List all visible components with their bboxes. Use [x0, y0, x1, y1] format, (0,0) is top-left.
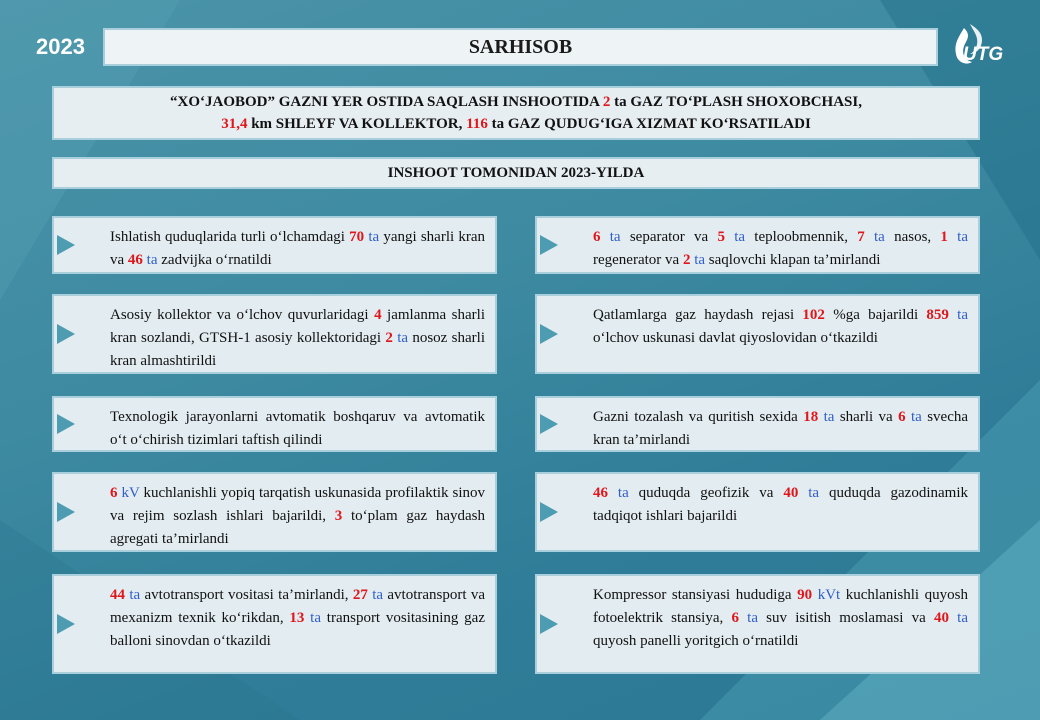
text-run: to‘plam gaz haydash agregati ta’mirlandi	[110, 508, 486, 547]
text-run: regenerator va	[593, 252, 683, 268]
banner-line-1	[170, 91, 862, 113]
text-run: quyosh panelli yoritgich o‘rnatildi	[593, 633, 799, 649]
text-run: Gazni tozalash va quritish sexida	[593, 409, 804, 425]
text-run: avtotransport va mexanizm texnik ko‘rikdan,	[110, 587, 486, 626]
title-banner	[103, 28, 938, 66]
highlight-number: 40	[933, 610, 949, 626]
arrow-bullet-icon	[57, 414, 75, 434]
highlight-number: 31,4	[221, 116, 248, 132]
unit-label: kV	[117, 485, 140, 501]
card-text	[110, 226, 485, 272]
card-well-research	[535, 472, 980, 552]
utg-logo-text: UTG	[963, 44, 1004, 65]
highlight-number: 6	[593, 229, 601, 245]
unit-label: ta	[948, 307, 968, 323]
text-run: ta GAZ QUDUG‘IGA XIZMAT KO‘RSATILADI	[487, 116, 811, 132]
section-heading: INSHOOT TOMONIDAN 2023-YILDA	[52, 157, 980, 189]
arrow-bullet-icon	[57, 324, 75, 344]
text-run: ta GAZ TO‘PLASH SHOXOBCHASI,	[610, 94, 862, 110]
text-run: Texnologik jarayonlarni avtomatik boshqaruv va avtomatik o‘t o‘chirish tizimlari taftish qilindi	[110, 409, 485, 448]
text-run: zadvijka o‘rnatildi	[157, 252, 272, 268]
unit-label: ta	[304, 610, 321, 626]
unit-label: ta	[947, 229, 968, 245]
highlight-number: 46	[127, 252, 143, 268]
card-injection-plan	[535, 294, 980, 374]
text-run: kuchlanishli yopiq tarqatish uskunasida profilaktik sinov va rejim sozlash ishlari bajarildi,	[110, 485, 486, 524]
text-run: Qatlamlarga gaz haydash rejasi	[593, 307, 803, 323]
unit-label: ta	[600, 229, 621, 245]
text-run: avtotransport vositasi ta’mirlandi,	[140, 587, 353, 603]
card-text	[110, 406, 485, 452]
text-run: separator va	[620, 229, 718, 245]
highlight-number: 2	[682, 252, 691, 268]
highlight-number: 27	[352, 587, 368, 603]
highlight-number: 116	[466, 116, 488, 132]
highlight-number: 46	[593, 485, 608, 501]
card-solar-station	[535, 574, 980, 674]
card-text	[110, 304, 485, 373]
text-run: km SHLEYF VA KOLLEKTOR,	[247, 116, 467, 132]
arrow-bullet-icon	[540, 414, 558, 434]
arrow-bullet-icon	[57, 235, 75, 255]
arrow-bullet-icon	[57, 502, 75, 522]
unit-label: ta	[608, 485, 629, 501]
card-text	[593, 406, 968, 452]
highlight-number: 18	[803, 409, 819, 425]
facility-summary-banner	[52, 86, 980, 140]
highlight-number: 859	[926, 307, 949, 323]
highlight-number: 90	[797, 587, 813, 603]
text-run: svecha kran ta’mirlandi	[593, 409, 969, 448]
unit-label: ta	[724, 229, 746, 245]
card-switchgear	[52, 472, 497, 552]
unit-label: ta	[948, 610, 969, 626]
unit-label: ta	[864, 229, 885, 245]
text-run: saqlovchi klapan ta’mirlandi	[705, 252, 881, 268]
arrow-bullet-icon	[57, 614, 75, 634]
unit-label: ta	[690, 252, 706, 268]
highlight-number: 3	[334, 508, 343, 524]
text-run: Asosiy kollektor va o‘lchov quvurlaridagi	[110, 307, 375, 323]
highlight-number: 4	[374, 307, 382, 323]
highlight-number: 6	[731, 610, 739, 626]
card-text	[593, 584, 968, 653]
unit-label: ta	[367, 587, 384, 603]
highlight-number: 13	[289, 610, 305, 626]
text-run: jamlanma sharli kran sozlandi, GTSH-1 asosiy kollektoridagi	[110, 307, 486, 346]
unit-label: ta	[125, 587, 141, 603]
card-text	[593, 482, 968, 528]
arrow-bullet-icon	[540, 502, 558, 522]
text-run: quduqda geofizik va	[628, 485, 784, 501]
text-run: “XO‘JAOBOD” GAZNI YER OSTIDA SAQLASH INSHOOTIDA	[170, 94, 603, 110]
text-run: nasos,	[884, 229, 941, 245]
unit-label: ta	[798, 485, 820, 501]
page-title: SARHISOB	[468, 35, 573, 58]
unit-label: ta	[142, 252, 158, 268]
unit-label: ta	[818, 409, 835, 425]
highlight-number: 6	[110, 485, 118, 501]
highlight-number: 2	[602, 94, 611, 110]
highlight-number: 7	[857, 229, 865, 245]
highlight-number: 40	[783, 485, 799, 501]
year-label: 2023	[36, 34, 85, 59]
arrow-bullet-icon	[540, 324, 558, 344]
text-run: teploobmennik,	[745, 229, 858, 245]
unit-label: ta	[905, 409, 922, 425]
card-text	[593, 226, 968, 272]
text-run: nosoz sharli kran almashtirildi	[110, 330, 485, 369]
text-run: transport vositasining gaz balloni sinovdan o‘tkazildi	[110, 610, 485, 649]
text-run: suv isitish moslamasi va	[757, 610, 934, 626]
highlight-number: 70	[349, 229, 365, 245]
card-text	[110, 482, 485, 551]
card-wells-valves	[52, 216, 497, 274]
unit-label: ta	[364, 229, 380, 245]
highlight-number: 102	[802, 307, 825, 323]
card-equipment-repair	[535, 216, 980, 274]
text-run: yangi sharli kran va	[110, 229, 486, 268]
arrow-bullet-icon	[540, 614, 558, 634]
text-run: quduqda gazodinamik tadqiqot ishlari bajarildi	[593, 485, 968, 524]
card-gas-cleaning	[535, 396, 980, 452]
text-run: sharli va	[834, 409, 899, 425]
text-run: %ga bajarildi	[824, 307, 927, 323]
text-run: kuchlanishli quyosh fotoelektrik stansiya,	[593, 587, 968, 626]
arrow-bullet-icon	[540, 235, 558, 255]
highlight-number: 5	[717, 229, 725, 245]
card-automation-audit	[52, 396, 497, 452]
unit-label: ta	[392, 330, 409, 346]
banner-line-2	[221, 113, 811, 135]
unit-label: kVt	[812, 587, 841, 603]
text-run: o‘lchov uskunasi davlat qiyoslovidan o‘tkazildi	[593, 330, 878, 346]
text-run: Ishlatish quduqlarida turli o‘lchamdagi	[110, 229, 350, 245]
card-text	[110, 584, 485, 653]
highlight-number: 6	[898, 409, 906, 425]
card-text	[593, 304, 968, 350]
highlight-number: 2	[385, 330, 393, 346]
card-vehicles	[52, 574, 497, 674]
highlight-number: 1	[940, 229, 948, 245]
card-collector-valves	[52, 294, 497, 374]
highlight-number: 44	[110, 587, 125, 603]
text-run: Kompressor stansiyasi hududiga	[593, 587, 798, 603]
unit-label: ta	[738, 610, 758, 626]
